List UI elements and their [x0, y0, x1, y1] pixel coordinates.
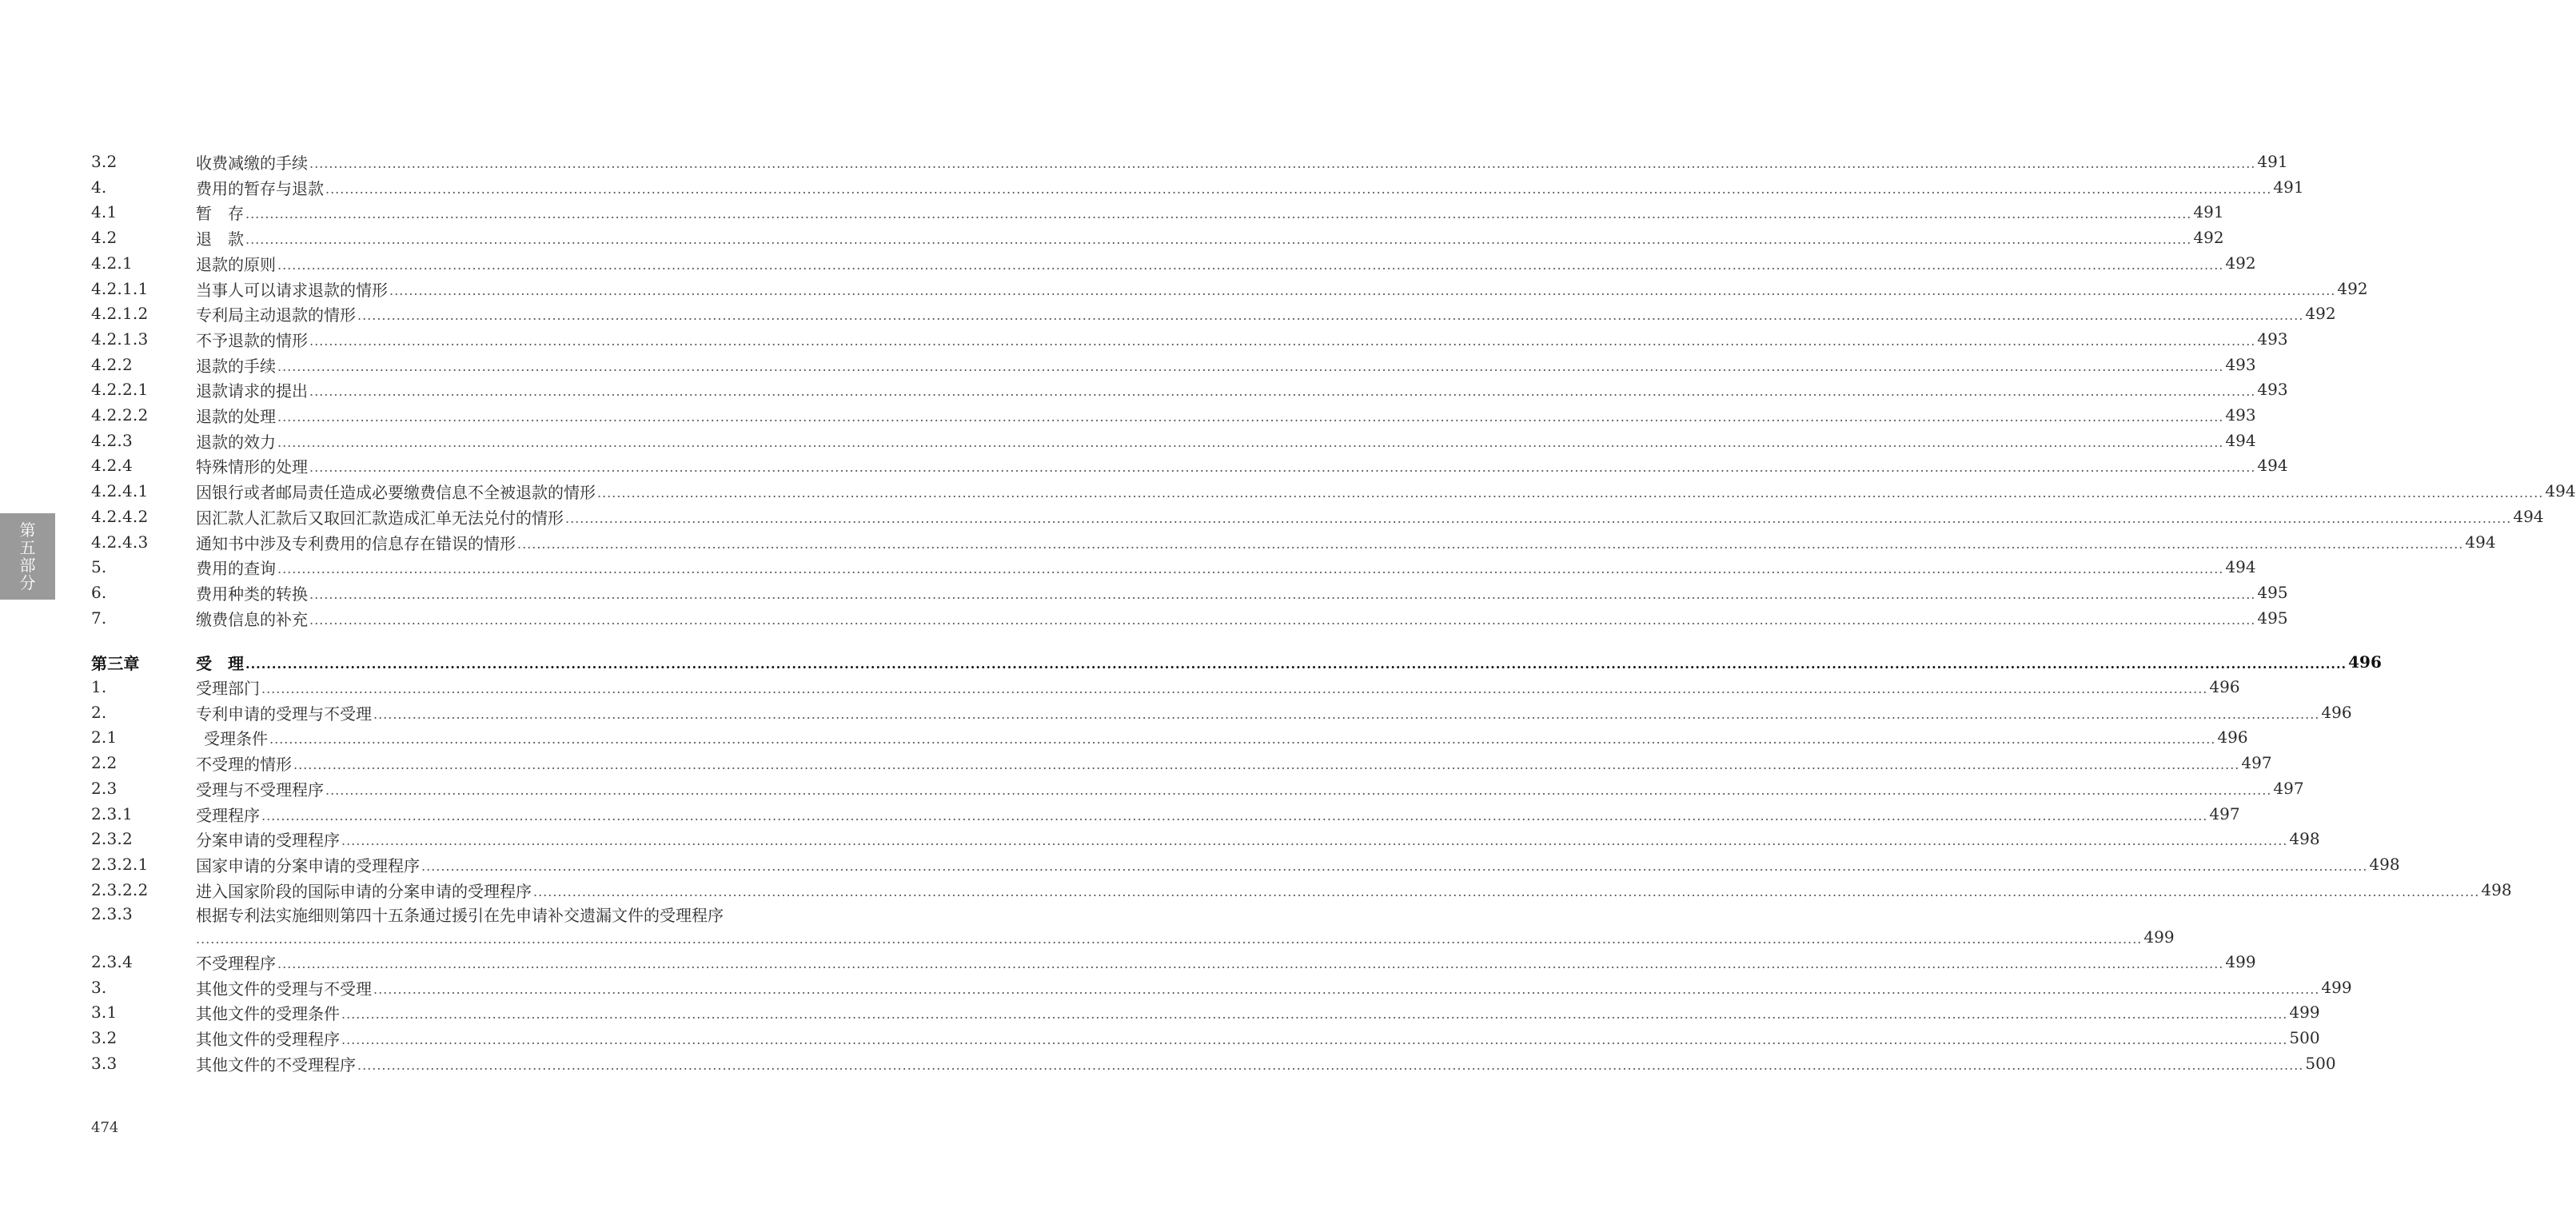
toc-entry-number: 3.2 [91, 1028, 118, 1047]
toc-entry-title: 其他文件的受理程序 [196, 1029, 340, 1049]
toc-entry-title: 受理条件 [204, 728, 268, 748]
toc-entry-page: 494 [2545, 481, 2576, 500]
toc-entry-title: 因汇款人汇款后又取回汇款造成汇单无法兑付的情形 [196, 508, 564, 528]
toc-entry-title: 收费减缴的手续 [196, 153, 308, 173]
toc-entry[interactable] [91, 149, 2288, 174]
toc-entry-title: 退 款 [196, 229, 244, 249]
dot-leader: ................................................................................................................................................................................................................................................................................................................................................................................................................ [309, 587, 2256, 602]
toc-entry-title: 退款的效力 [196, 432, 276, 452]
toc-entry-title: 受理程序 [196, 805, 260, 825]
toc-entry-page: 497 [2209, 804, 2240, 823]
toc-entry[interactable] [91, 174, 2304, 200]
toc-entry[interactable] [91, 250, 2256, 276]
dot-leader: ................................................................................................................................................................................................................................................................................................................................................................................................................ [309, 333, 2256, 349]
toc-entry-title: 缴费信息的补充 [196, 609, 308, 629]
toc-entry-page: 499 [2289, 1003, 2320, 1022]
toc-entry-page: 500 [2289, 1028, 2320, 1047]
toc-entry-title: 国家申请的分案申请的受理程序 [196, 855, 420, 875]
dot-leader: ................................................................................................................................................................................................................................................................................................................................................................................................................ [309, 460, 2256, 475]
dot-leader: ................................................................................................................................................................................................................................................................................................................................................................................................................ [196, 931, 2143, 947]
toc-entry[interactable] [91, 724, 2248, 750]
toc-entry[interactable] [91, 826, 2320, 851]
toc-entry-page: 493 [2257, 329, 2288, 349]
toc-entry[interactable] [91, 504, 2544, 529]
dot-leader: ................................................................................................................................................................................................................................................................................................................................................................................................................ [277, 435, 2224, 450]
dot-leader: ................................................................................................................................................................................................................................................................................................................................................................................................................ [325, 783, 2272, 798]
side-tab [0, 513, 55, 600]
dot-leader: ................................................................................................................................................................................................................................................................................................................................................................................................................ [533, 884, 2480, 899]
dot-leader: ................................................................................................................................................................................................................................................................................................................................................................................................................ [389, 283, 2336, 298]
toc-entry-number: 2.3.2 [91, 829, 133, 848]
toc-entry-page: 492 [2193, 228, 2224, 247]
toc-entry[interactable] [91, 301, 2336, 326]
toc-entry-number: 3.3 [91, 1054, 118, 1073]
toc-entry-title: 其他文件的受理条件 [196, 1003, 340, 1023]
toc-entry-number: 4.2 [91, 228, 118, 247]
toc-entry-page: 498 [2369, 855, 2400, 874]
toc-entry-number: 2.1 [91, 728, 118, 747]
page-number: 474 [91, 1119, 119, 1136]
toc-entry-number: 7. [91, 608, 107, 628]
dot-leader: ................................................................................................................................................................................................................................................................................................................................................................................................................ [309, 384, 2256, 399]
toc-entry-number: 2.3.2.2 [91, 880, 149, 899]
side-tab-char: 部 [19, 556, 36, 575]
toc-entry[interactable] [91, 801, 2240, 827]
toc-entry[interactable] [91, 605, 2288, 631]
toc-entry-number: 3.1 [91, 1003, 118, 1022]
toc-entry-number: 4.2.2.2 [91, 405, 149, 425]
toc-entry-title: 通知书中涉及专利费用的信息存在错误的情形 [196, 533, 516, 553]
toc-entry-title: 根据专利法实施细则第四十五条通过援引在先申请补交遗漏文件的受理程序 [196, 905, 724, 925]
toc-entry-title: 因银行或者邮局责任造成必要缴费信息不全被退款的情形 [196, 482, 596, 502]
toc-entry-number: 6. [91, 583, 107, 602]
toc-entry-page: 493 [2225, 355, 2256, 374]
dot-leader: ................................................................................................................................................................................................................................................................................................................................................................................................................ [261, 808, 2208, 823]
toc-entry[interactable] [91, 554, 2256, 580]
dot-leader: ................................................................................................................................................................................................................................................................................................................................................................................................................ [245, 656, 2347, 672]
toc-entry[interactable] [91, 326, 2288, 352]
toc-entry-page: 495 [2257, 608, 2288, 628]
toc-entry-title: 受理部门 [196, 678, 260, 698]
toc-entry-number: 3. [91, 978, 107, 997]
toc-entry-page: 493 [2225, 405, 2256, 425]
toc-entry-title: 不予退款的情形 [196, 330, 308, 350]
toc-entry-page: 494 [2225, 431, 2256, 450]
toc-entry[interactable] [91, 453, 2288, 478]
side-tab-char: 五 [19, 538, 36, 557]
toc-entry-page: 498 [2481, 880, 2512, 899]
dot-leader: ................................................................................................................................................................................................................................................................................................................................................................................................................ [565, 511, 2512, 526]
toc-entry-page: 497 [2273, 779, 2304, 798]
toc-entry-title: 退款的原则 [196, 254, 276, 274]
toc-entry[interactable] [91, 529, 2496, 555]
toc-entry[interactable] [91, 949, 2256, 975]
toc-entry[interactable] [91, 901, 771, 927]
toc-entry-number: 4.2.4.2 [91, 507, 149, 526]
toc-chapter-entry[interactable] [91, 649, 2382, 675]
toc-entry[interactable] [91, 999, 2320, 1025]
dot-leader: ................................................................................................................................................................................................................................................................................................................................................................................................................ [277, 257, 2224, 273]
toc-entry-number: 2.3.4 [91, 952, 133, 971]
toc-entry-title: 不受理的情形 [196, 754, 292, 774]
toc-entry-continuation [196, 926, 2175, 948]
toc-entry[interactable] [91, 775, 2304, 801]
dot-leader: ................................................................................................................................................................................................................................................................................................................................................................................................................ [269, 732, 2216, 747]
side-tab-char: 分 [19, 573, 36, 592]
toc-entry[interactable] [91, 199, 2224, 225]
toc-entry-page: 493 [2257, 380, 2288, 399]
toc-entry-page: 499 [2225, 952, 2256, 971]
toc-entry-title: 分案申请的受理程序 [196, 830, 340, 850]
toc-entry[interactable] [91, 377, 2288, 402]
dot-leader: ................................................................................................................................................................................................................................................................................................................................................................................................................ [293, 757, 2240, 772]
toc-entry-number: 2.3.3 [91, 904, 133, 923]
dot-leader: ................................................................................................................................................................................................................................................................................................................................................................................................................ [341, 1032, 2288, 1047]
dot-leader: ................................................................................................................................................................................................................................................................................................................................................................................................................ [373, 982, 2320, 997]
toc-entry[interactable] [91, 428, 2256, 453]
toc-entry[interactable] [91, 1051, 2336, 1076]
toc-entry-number: 2.2 [91, 753, 118, 772]
toc-entry-number: 4. [91, 177, 107, 197]
toc-entry-number: 4.2.4.3 [91, 532, 149, 552]
toc-entry-page: 500 [2305, 1054, 2336, 1073]
toc-entry-title: 当事人可以请求退款的情形 [196, 280, 388, 300]
side-tab-char: 第 [19, 520, 36, 540]
toc-entry-number: 4.2.3 [91, 431, 133, 450]
dot-leader: ................................................................................................................................................................................................................................................................................................................................................................................................................ [245, 232, 2192, 247]
toc-entry-number: 4.2.4 [91, 456, 133, 475]
dot-leader: ................................................................................................................................................................................................................................................................................................................................................................................................................ [325, 181, 2272, 197]
toc-entry-page: 496 [2209, 677, 2240, 696]
toc-entry-page: 492 [2305, 304, 2336, 323]
toc-entry[interactable] [91, 700, 2352, 725]
toc-entry-title: 受 理 [196, 653, 244, 673]
toc-entry-title: 不受理程序 [196, 953, 276, 973]
toc-entry-page: 491 [2193, 202, 2224, 221]
toc-entry-number: 4.2.1 [91, 253, 133, 273]
dot-leader: ................................................................................................................................................................................................................................................................................................................................................................................................................ [357, 308, 2304, 323]
toc-entry-page: 492 [2225, 253, 2256, 273]
toc-entry-number: 2.3.2.1 [91, 855, 149, 874]
toc-entry-page: 491 [2257, 152, 2288, 171]
toc-entry-page: 494 [2513, 507, 2544, 526]
toc-entry-number: 1. [91, 677, 107, 696]
toc-entry[interactable] [91, 352, 2256, 377]
toc-entry-page: 499 [2321, 978, 2352, 997]
toc-entry[interactable] [91, 478, 2576, 504]
dot-leader: ................................................................................................................................................................................................................................................................................................................................................................................................................ [357, 1058, 2304, 1073]
toc-entry[interactable] [91, 851, 2400, 877]
toc-entry-title: 特殊情形的处理 [196, 457, 308, 476]
dot-leader: ................................................................................................................................................................................................................................................................................................................................................................................................................ [597, 485, 2544, 500]
toc-entry[interactable] [91, 402, 2256, 428]
toc-entry-number: 4.2.1.3 [91, 329, 149, 349]
toc-entry-number: 2.3.1 [91, 804, 133, 823]
toc-entry-number: 4.2.2.1 [91, 380, 149, 399]
toc-entry-title: 专利申请的受理与不受理 [196, 704, 372, 724]
dot-leader: ................................................................................................................................................................................................................................................................................................................................................................................................................ [517, 536, 2464, 552]
dot-leader: ................................................................................................................................................................................................................................................................................................................................................................................................................ [341, 1007, 2288, 1022]
toc-entry-title: 退款的处理 [196, 406, 276, 426]
toc-entry-title: 退款请求的提出 [196, 381, 308, 401]
toc-entry-page: 492 [2337, 279, 2368, 298]
dot-leader: ................................................................................................................................................................................................................................................................................................................................................................................................................ [277, 956, 2224, 971]
toc-entry-page: 496 [2321, 703, 2352, 722]
dot-leader: ................................................................................................................................................................................................................................................................................................................................................................................................................ [421, 859, 2368, 874]
dot-leader: ................................................................................................................................................................................................................................................................................................................................................................................................................ [341, 833, 2288, 848]
dot-leader: ................................................................................................................................................................................................................................................................................................................................................................................................................ [277, 359, 2224, 374]
dot-leader: ................................................................................................................................................................................................................................................................................................................................................................................................................ [309, 156, 2256, 171]
toc-entry[interactable] [91, 674, 2240, 700]
toc-entry-title: 费用的暂存与退款 [196, 178, 324, 198]
toc-entry[interactable] [91, 580, 2288, 605]
toc-entry-page: 499 [2143, 927, 2175, 947]
toc-entry[interactable] [91, 877, 2512, 903]
toc-entry-page: 494 [2257, 456, 2288, 475]
toc-entry-number: 第三章 [91, 653, 140, 673]
toc-entry-number: 4.1 [91, 202, 118, 221]
toc-entry-number: 2.3 [91, 779, 118, 798]
toc-entry-page: 497 [2241, 753, 2272, 772]
dot-leader: ................................................................................................................................................................................................................................................................................................................................................................................................................ [277, 561, 2224, 576]
toc-entry-title: 退款的手续 [196, 356, 276, 376]
toc-entry-title: 费用种类的转换 [196, 584, 308, 604]
toc-entry[interactable] [91, 1025, 2320, 1051]
toc-entry-title: 受理与不受理程序 [196, 779, 324, 799]
toc-entry-number: 4.2.4.1 [91, 481, 149, 500]
toc-entry[interactable] [91, 750, 2272, 775]
toc-entry-page: 494 [2465, 532, 2496, 552]
toc-entry-number: 4.2.2 [91, 355, 133, 374]
toc-entry[interactable] [91, 975, 2352, 1000]
toc-entry-number: 5. [91, 557, 107, 576]
toc-entry[interactable] [91, 276, 2368, 301]
toc-entry-page: 496 [2348, 652, 2382, 672]
dot-leader: ................................................................................................................................................................................................................................................................................................................................................................................................................ [373, 707, 2320, 722]
toc-entry-title: 进入国家阶段的国际申请的分案申请的受理程序 [196, 881, 532, 901]
toc-entry-page: 498 [2289, 829, 2320, 848]
toc-entry-number: 2. [91, 703, 107, 722]
toc-entry-number: 4.2.1.1 [91, 279, 149, 298]
dot-leader: ................................................................................................................................................................................................................................................................................................................................................................................................................ [261, 681, 2208, 696]
dot-leader: ................................................................................................................................................................................................................................................................................................................................................................................................................ [245, 206, 2192, 221]
dot-leader: ................................................................................................................................................................................................................................................................................................................................................................................................................ [309, 612, 2256, 628]
toc-entry-page: 494 [2225, 557, 2256, 576]
toc-entry-title: 其他文件的不受理程序 [196, 1055, 356, 1074]
toc-entry-page: 496 [2217, 728, 2248, 747]
toc-entry-title: 其他文件的受理与不受理 [196, 979, 372, 999]
toc-entry-number: 3.2 [91, 152, 118, 171]
toc-entry[interactable] [91, 225, 2224, 250]
dot-leader: ................................................................................................................................................................................................................................................................................................................................................................................................................ [277, 409, 2224, 425]
toc-entry-title: 暂 存 [196, 203, 244, 223]
toc-entry-page: 495 [2257, 583, 2288, 602]
toc-entry-page: 491 [2273, 177, 2304, 197]
toc-entry-number: 4.2.1.2 [91, 304, 149, 323]
toc-entry-title: 专利局主动退款的情形 [196, 305, 356, 325]
toc-entry-title: 费用的查询 [196, 558, 276, 578]
